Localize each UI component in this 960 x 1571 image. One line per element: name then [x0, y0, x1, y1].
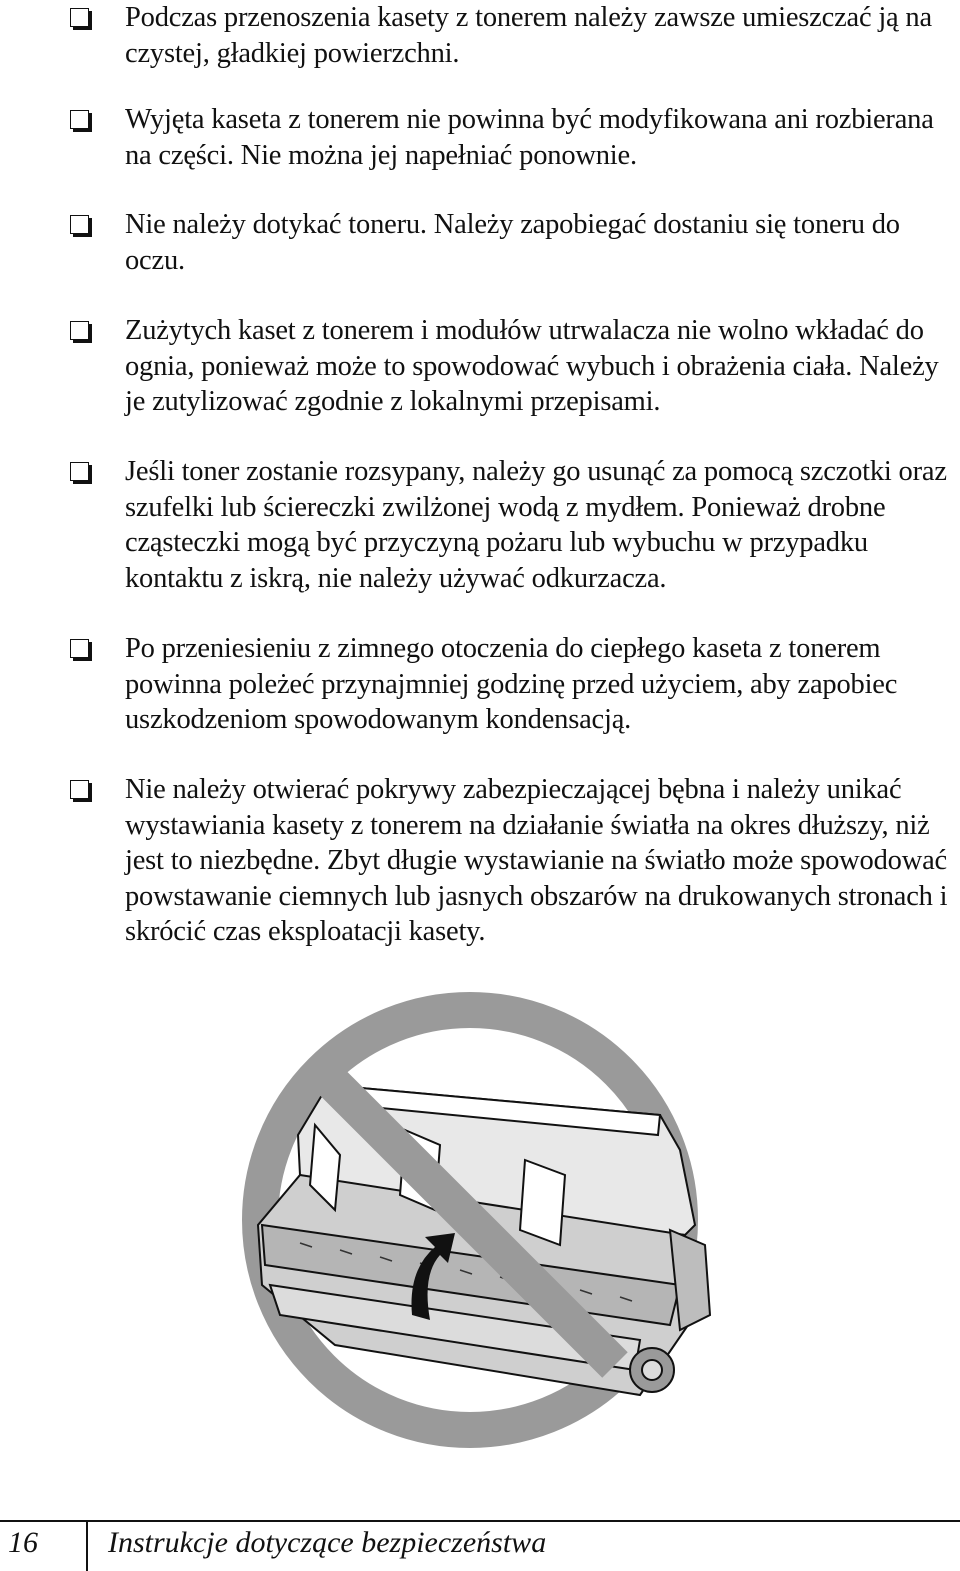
footer-divider	[0, 1520, 960, 1522]
list-item-text: Wyjęta kaseta z tonerem nie powinna być modyfikowana ani rozbierana na części. Nie można jej napełniać ponownie.	[125, 104, 934, 171]
checkbox-bullet-icon	[70, 215, 89, 234]
checkbox-bullet-icon	[70, 780, 89, 799]
list-item-text: Nie należy otwierać pokrywy zabezpieczającej bębna i należy unikać wystawiania kasety z tonerem na działanie światła na okres dłuższy, niż jest to niezbędne. Zbyt długie wystawianie na światło może spowodować powstawanie ciemnych lub jasnych obszarów na drukowanych stronach i skrócić czas eksploatacji kasety.	[125, 774, 948, 947]
list-item-text: Po przeniesieniu z zimnego otoczenia do ciepłego kaseta z tonerem powinna poleżeć przynajmniej godzinę przed użyciem, aby zapobiec uszkodzeniom spowodowanym kondensacją.	[125, 633, 898, 735]
footer-separator	[86, 1520, 88, 1571]
checkbox-bullet-icon	[70, 639, 89, 658]
footer-section-title: Instrukcje dotyczące bezpieczeństwa	[108, 1526, 547, 1559]
list-item-text: Zużytych kaset z tonerem i modułów utrwalacza nie wolno wkładać do ognia, ponieważ może to spowodować wybuch i obrażenia ciała. Należy je zutylizować zgodnie z lokalnymi przepisami.	[125, 315, 939, 417]
checkbox-bullet-icon	[70, 321, 89, 340]
list-item-text: Jeśli toner zostanie rozsypany, należy go usunąć za pomocą szczotki oraz szufelki lub ściereczki zwilżonej wodą z mydłem. Ponieważ drobne cząsteczki mogą być przyczyną pożaru lub wybuchu w przypadku kontaktu z iskrą, nie należy używać odkurzacza.	[125, 456, 947, 594]
checkbox-bullet-icon	[70, 462, 89, 481]
list-item-text: Nie należy dotykać toneru. Należy zapobiegać dostaniu się toneru do oczu.	[125, 209, 900, 276]
list-item-text: Podczas przenoszenia kasety z tonerem należy zawsze umieszczać ją na czystej, gładkiej powierzchni.	[125, 2, 932, 69]
checkbox-bullet-icon	[70, 110, 89, 129]
no-touch-toner-cartridge-illustration	[240, 985, 960, 1455]
page-number: 16	[8, 1526, 38, 1559]
toner-cartridge-prohibition-icon	[240, 985, 960, 1455]
checkbox-bullet-icon	[70, 8, 89, 27]
